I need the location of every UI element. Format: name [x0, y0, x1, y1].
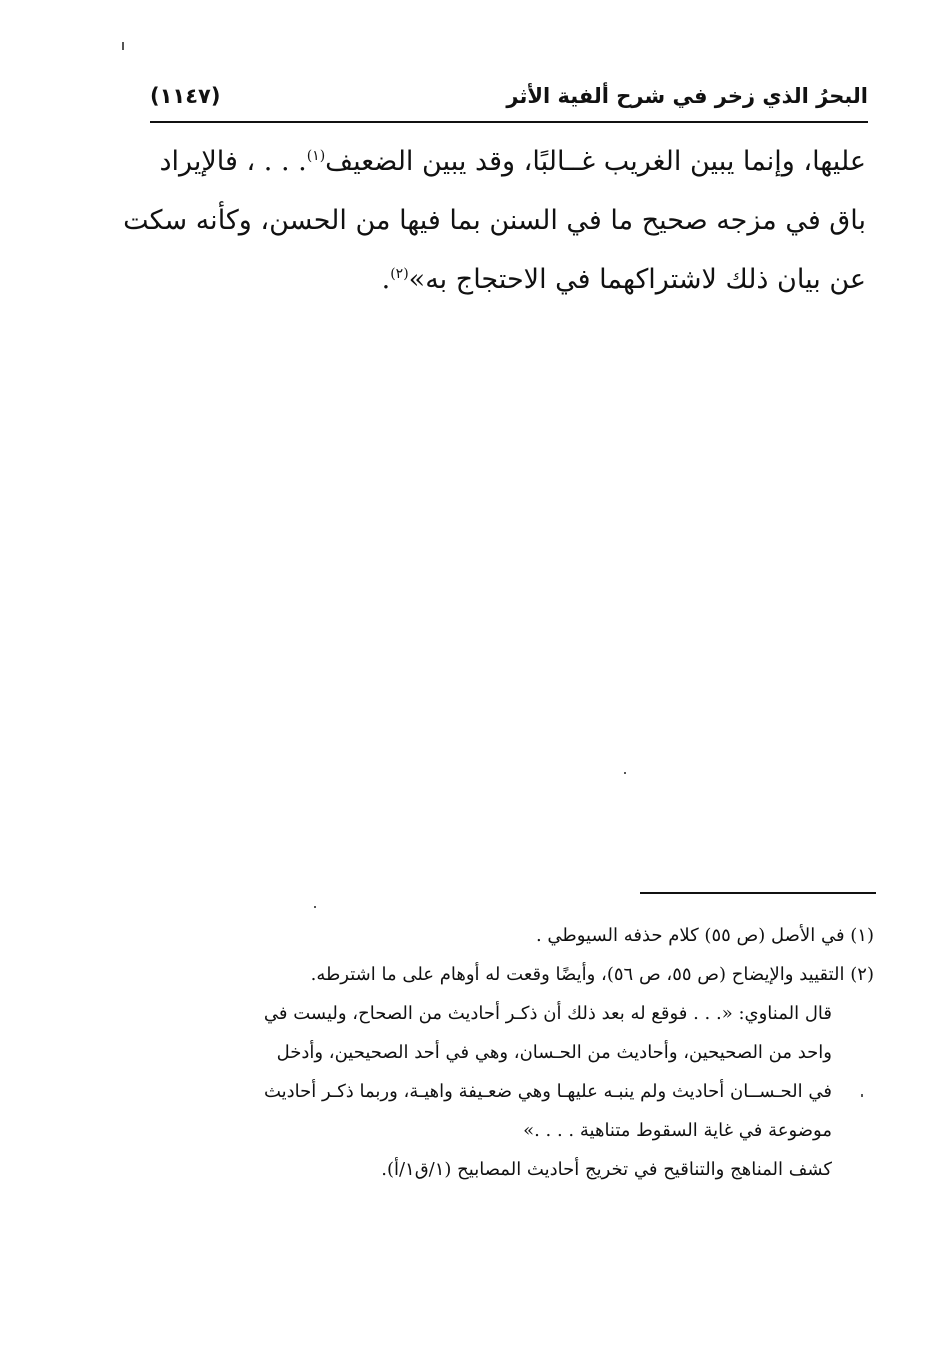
- footnote-quote-line-3: في الحـســان أحاديث ولم ينبـه عليهـا وهي ضعـيفة واهيـة، وربما ذكـر أحاديث: [263, 1081, 832, 1102]
- scan-speck: [314, 906, 316, 908]
- footnote-quote-line-2: واحد من الصحيحين، وأحاديث من الحـسان، وهي في أحد الصحيحين، وأدخل: [276, 1042, 832, 1063]
- scan-speck: [122, 42, 124, 50]
- footnote-1: (١) في الأصل (ص ٥٥) كلام حذفه السيوطي .: [535, 925, 874, 946]
- footnote-2: (٢) التقييد والإيضاح (ص ٥٥، ص ٥٦)، وأيضًا وقعت له أوهام على ما اشترطه.: [310, 964, 874, 985]
- footnote-quote-line-1: قال المناوي: «. . . فوقع له بعد ذلك أن ذكـر أحاديث من الصحاح، وليست في: [263, 1003, 832, 1024]
- body-line-2: [123, 191, 866, 250]
- footnote-quote-line-4: موضوعة في غاية السقوط متناهية . . . .»: [523, 1120, 832, 1141]
- footnote-source: كشف المناهج والتناقيح في تخريج أحاديث المصابيح (١/ق١/أ).: [381, 1159, 832, 1180]
- footnotes: [150, 916, 874, 1189]
- page-number: (١١٤٧): [150, 84, 221, 108]
- running-head: [150, 80, 868, 120]
- body-line-2-text: باق في مزجه صحيح ما في السنن بما فيها من الحسن، وكأنه سكت: [123, 205, 866, 236]
- main-text: [123, 132, 866, 309]
- scan-speck: [624, 772, 626, 774]
- body-line-3-text: عن بيان ذلك لاشتراكهما في الاحتجاج به»: [408, 264, 866, 295]
- body-line-1: [152, 132, 866, 191]
- running-title: البحرُ الذي زخر في شرح ألفية الأثر: [506, 84, 868, 108]
- footnote-separator: [640, 892, 876, 894]
- header-rule: [150, 121, 868, 123]
- body-line-1-tail: . . . ، فالإيراد: [159, 146, 307, 177]
- footnote-ref-2[interactable]: (٢): [390, 266, 409, 282]
- scan-speck: [861, 1094, 863, 1097]
- footnote-ref-1[interactable]: (١): [306, 148, 326, 164]
- body-line-3: [152, 250, 866, 309]
- body-line-3-tail: .: [381, 264, 391, 295]
- body-line-1-text: عليها، وإنما يبين الغريب غــالبًا، وقد يبين الضعيف: [325, 146, 866, 177]
